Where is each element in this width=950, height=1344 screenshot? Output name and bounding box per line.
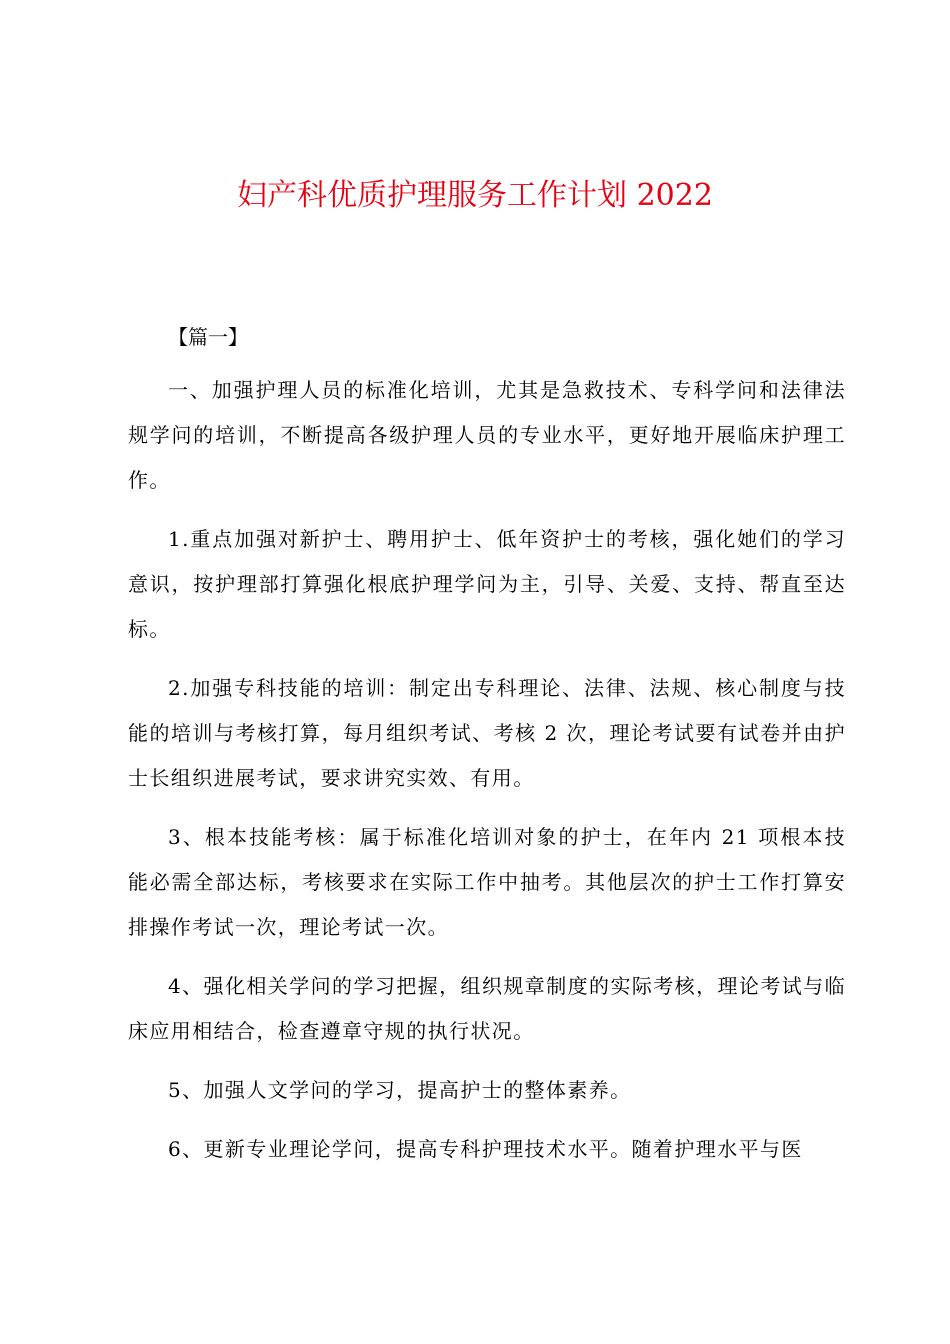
paragraph-4: 3、根本技能考核：属于标准化培训对象的护士，在年内 21 项根本技能必需全部达标，考核要求在实际工作中抽考。其他层次的护士工作打算安排操作考试一次，理论考试一次。 xyxy=(128,825,846,939)
paragraph-7: 6、更新专业理论学问，提高专科护理技术水平。随着护理水平与医 xyxy=(168,1137,803,1161)
paragraph-1: 一、加强护理人员的标准化培训，尤其是急救技术、专科学问和法律法规学问的培训，不断提高各级护理人员的专业水平，更好地开展临床护理工作。 xyxy=(128,378,846,492)
paragraph-5: 4、强化相关学问的学习把握，组织规章制度的实际考核，理论考试与临床应用相结合，检查遵章守规的执行状况。 xyxy=(128,974,846,1043)
paragraph-6: 5、加强人文学问的学习，提高护士的整体素养。 xyxy=(168,1078,632,1102)
document-title: 妇产科优质护理服务工作计划 2022 xyxy=(237,178,713,213)
section-label: 【篇一】 xyxy=(168,325,248,349)
paragraph-3: 2.加强专科技能的培训：制定出专科理论、法律、法规、核心制度与技能的培训与考核打算，每月组织考试、考核 2 次，理论考试要有试卷并由护士长组织进展考试，要求讲究实效、有用。 xyxy=(128,676,846,790)
document-body xyxy=(128,315,846,1172)
paragraph-2: 1.重点加强对新护士、聘用护士、低年资护士的考核，强化她们的学习意识，按护理部打算强化根底护理学问为主，引导、关爱、支持、帮直至达标。 xyxy=(128,527,846,641)
